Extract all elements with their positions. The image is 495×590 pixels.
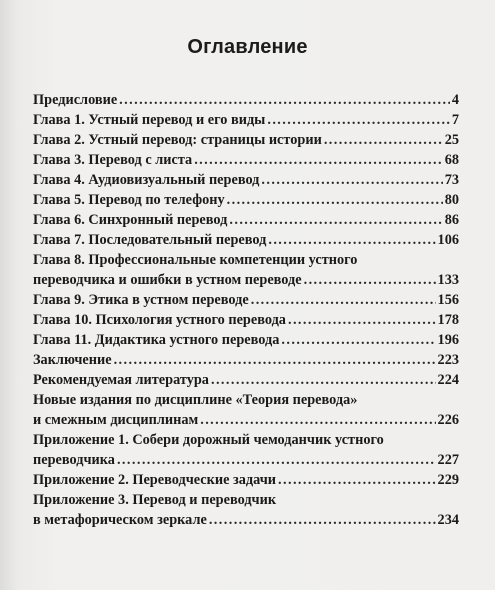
toc-entry-literature: [33, 370, 459, 390]
toc-entry-title: Глава 1. Устный перевод и его виды: [33, 112, 266, 128]
toc-entry-conclusion: [33, 350, 459, 370]
leader-dots: [278, 470, 436, 490]
toc-entry-page: 227: [437, 452, 459, 468]
toc-entry-page: 7: [451, 112, 459, 128]
leader-dots: [114, 350, 436, 370]
toc-entry-title-line-1: Глава 8. Профессиональные компетенции устного: [33, 252, 358, 268]
leader-dots: [209, 510, 436, 530]
toc-entry-chapter-10: [33, 310, 459, 330]
toc-entry-appendix-3: [33, 490, 459, 530]
toc-entry-page: 226: [437, 412, 459, 428]
toc-entry-page: 133: [437, 272, 459, 288]
toc-entry-title: Глава 10. Психология устного перевода: [33, 312, 286, 328]
page-title: Оглавление: [187, 36, 308, 58]
toc-entry-page: 234: [437, 512, 459, 528]
toc-entry-page: 196: [437, 332, 459, 348]
leader-dots: [251, 290, 436, 310]
toc-entry-page: 25: [444, 132, 459, 148]
toc-entry-chapter-3: [33, 150, 459, 170]
leader-dots: [227, 190, 443, 210]
toc-entry-chapter-1: [33, 110, 459, 130]
toc-entry-chapter-8: [33, 250, 459, 290]
toc-entry-title: Предисловие: [33, 92, 118, 108]
toc-entry-title: Глава 6. Синхронный перевод: [33, 212, 228, 228]
toc-entry-page: 178: [437, 312, 459, 328]
toc-entry-title: Глава 9. Этика в устном переводе: [33, 292, 249, 308]
toc-entry-title: Глава 7. Последовательный перевод: [33, 232, 267, 248]
toc-entry-chapter-5: [33, 190, 459, 210]
table-of-contents: [33, 90, 459, 530]
toc-entry-title: Глава 4. Аудиовизуальный перевод: [33, 172, 260, 188]
toc-entry-page: 73: [444, 172, 459, 188]
toc-entry-preface: [33, 90, 459, 110]
leader-dots: [211, 370, 436, 390]
leader-dots: [194, 150, 443, 170]
toc-entry-title: Глава 5. Перевод по телефону: [33, 192, 225, 208]
toc-entry-title: переводчика: [33, 452, 115, 468]
leader-dots: [229, 210, 442, 230]
toc-entry-title: Глава 2. Устный перевод: страницы истории: [33, 132, 322, 148]
toc-entry-page: 68: [444, 152, 459, 168]
leader-dots: [261, 170, 442, 190]
toc-entry-title: Рекомендуемая литература: [33, 372, 209, 388]
toc-entry-page: 4: [451, 92, 459, 108]
toc-entry-chapter-11: [33, 330, 459, 350]
toc-entry-title-line-1: Приложение 1. Собери дорожный чемоданчик устного: [33, 432, 384, 448]
toc-entry-page: 156: [437, 292, 459, 308]
toc-entry-title: Глава 11. Дидактика устного перевода: [33, 332, 280, 348]
toc-entry-chapter-2: [33, 130, 459, 150]
leader-dots: [304, 270, 436, 290]
leader-dots: [267, 110, 450, 130]
toc-entry-title: переводчика и ошибки в устном переводе: [33, 272, 302, 288]
toc-entry-title: Приложение 2. Переводческие задачи: [33, 472, 277, 488]
toc-entry-appendix-1: [33, 430, 459, 470]
toc-entry-title: Глава 3. Перевод с листа: [33, 152, 193, 168]
toc-entry-chapter-4: [33, 170, 459, 190]
toc-entry-appendix-2: [33, 470, 459, 490]
leader-dots: [119, 90, 450, 110]
toc-entry-chapter-9: [33, 290, 459, 310]
toc-entry-title: Заключение: [33, 352, 112, 368]
toc-entry-page: 106: [437, 232, 459, 248]
toc-entry-title-line-1: Новые издания по дисциплине «Теория перевода»: [33, 392, 358, 408]
toc-entry-page: 224: [437, 372, 459, 388]
toc-entry-chapter-7: [33, 230, 459, 250]
leader-dots: [200, 410, 435, 430]
leader-dots: [281, 330, 435, 350]
toc-entry-title: в метафорическом зеркале: [33, 512, 207, 528]
leader-dots: [117, 450, 436, 470]
toc-entry-title-line-1: Приложение 3. Перевод и переводчик: [33, 492, 277, 508]
leader-dots: [288, 310, 436, 330]
toc-entry-chapter-6: [33, 210, 459, 230]
leader-dots: [324, 130, 443, 150]
toc-entry-new-editions: [33, 390, 459, 430]
leader-dots: [268, 230, 435, 250]
toc-entry-title: и смежным дисциплинам: [33, 412, 199, 428]
toc-entry-page: 223: [437, 352, 459, 368]
toc-entry-page: 229: [437, 472, 459, 488]
toc-entry-page: 80: [444, 192, 459, 208]
toc-entry-page: 86: [444, 212, 459, 228]
